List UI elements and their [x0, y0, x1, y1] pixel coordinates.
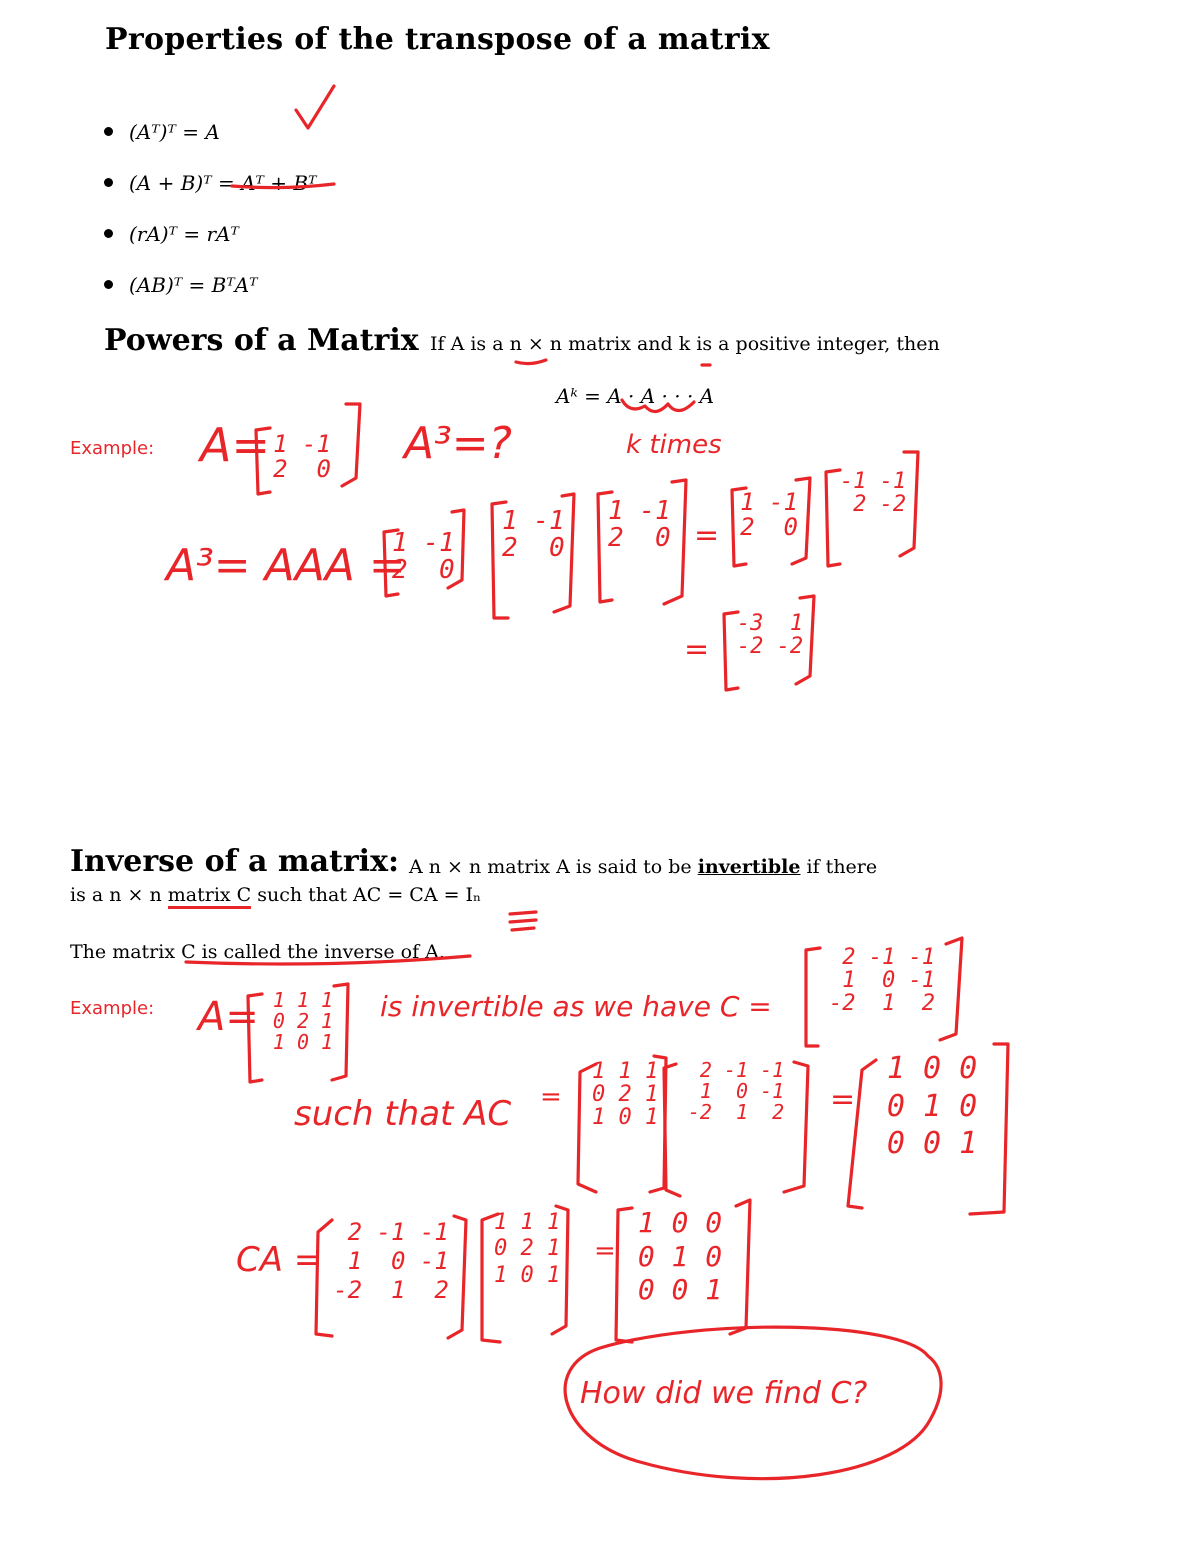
hw-matrix-A: 1 -1 2 0: [273, 430, 331, 484]
bracket-left: [616, 1208, 632, 1342]
bracket-left: [598, 492, 612, 602]
hw-matrix-A: 1 1 1 0 2 1 1 0 1: [272, 988, 334, 1054]
bracket-left: [256, 428, 270, 494]
hw-A-def: A=: [198, 994, 259, 1040]
bracket-left: [578, 1064, 596, 1192]
underline-mark: [516, 360, 546, 364]
bracket-right: [448, 510, 464, 588]
bracket-right: [554, 494, 574, 612]
hw-matrix-C: 2 -1 -1 1 0 -1 -2 1 2: [829, 945, 935, 1017]
hw-matrix-C2: 2 -1 -1 1 0 -1 -2 1 2: [687, 1058, 785, 1124]
transpose-title: Properties of the transpose of a matrix: [105, 22, 770, 57]
hw-brace-note: k times: [626, 430, 722, 460]
hw-cube-line: A³= AAA =: [166, 540, 406, 591]
bracket-right: [332, 984, 348, 1080]
hw-matrix-m4: 1 -1 2 0: [740, 488, 798, 542]
hw-A-def: A=: [200, 418, 271, 472]
hw-matrix-C3: 2 -1 -1 1 0 -1 -2 1 2: [333, 1218, 449, 1304]
underline-mark: [186, 956, 470, 964]
bracket-right: [940, 938, 962, 1040]
bracket-right: [784, 1062, 808, 1192]
bracket-left: [826, 470, 840, 566]
inverse-title: Inverse of a matrix:: [70, 844, 400, 879]
underline-mark: [510, 912, 536, 914]
example-label: Example:: [70, 998, 155, 1019]
hw-matrix-m3: 1 -1 2 0: [608, 496, 671, 554]
list-item: (Aᵀ)ᵀ = A: [104, 106, 317, 157]
bracket-right: [552, 1206, 568, 1334]
underline-mark: [232, 184, 334, 188]
bracket-right: [730, 1200, 750, 1334]
bracket-right: [342, 404, 360, 486]
inverse-line-1: A n × n matrix A is said to be invertible if there: [409, 856, 878, 878]
bracket-left: [806, 948, 820, 1046]
hw-matrix-m5: -1 -1 2 -2: [839, 469, 907, 518]
hw-CA: CA =: [236, 1240, 323, 1280]
brace-mark: [622, 400, 694, 412]
list-item: (rA)ᵀ = rAᵀ: [104, 208, 317, 259]
hw-question: A³=?: [404, 418, 512, 469]
hw-matrix-m2: 1 -1 2 0: [502, 506, 565, 564]
bracket-right: [796, 596, 814, 684]
inverse-line-3: The matrix C is called the inverse of A.: [70, 941, 445, 963]
bracket-left: [316, 1220, 332, 1336]
hw-identity-1: 1 0 0 0 1 0 0 0 1: [886, 1051, 978, 1161]
bracket-left: [848, 1060, 876, 1208]
bracket-left: [732, 488, 746, 566]
hw-matrix-result: -3 1 -2 -2: [736, 611, 804, 660]
hw-how-question: How did we find C?: [580, 1376, 868, 1411]
hw-identity-2: 1 0 0 0 1 0 0 0 1: [637, 1206, 723, 1307]
power-formula: Aᵏ = A · A · · · A: [556, 384, 715, 408]
bracket-left: [724, 612, 738, 690]
list-item: (A + B)ᵀ = Aᵀ + Bᵀ: [104, 157, 317, 208]
bracket-right: [792, 478, 810, 564]
circle-mark: [565, 1327, 941, 1479]
list-item: (AB)ᵀ = BᵀAᵀ: [104, 259, 317, 310]
underline-mark: [510, 920, 536, 922]
hw-equals: =: [830, 1082, 856, 1117]
hw-matrix-A3: 1 1 1 0 2 1 1 0 1: [494, 1210, 561, 1288]
bracket-right: [970, 1044, 1008, 1214]
inverse-line-2: is a n × n matrix C such that AC = CA = Iₙ: [70, 884, 481, 906]
bracket-left: [384, 530, 398, 596]
hw-matrix-A2: 1 1 1 0 2 1 1 0 1: [592, 1059, 659, 1131]
bracket-left: [482, 1214, 500, 1342]
hw-equals: =: [594, 1236, 616, 1266]
hw-invertible-text: is invertible as we have C =: [380, 990, 772, 1023]
hw-equals: =: [684, 632, 710, 667]
hw-equals: =: [540, 1082, 562, 1112]
invertible-term: invertible: [697, 856, 801, 878]
bracket-right: [448, 1216, 466, 1338]
hw-equals: =: [694, 518, 720, 553]
example-label: Example:: [70, 438, 155, 459]
hw-such-that: such that AC: [294, 1094, 512, 1134]
underline-mark: [512, 928, 534, 930]
bracket-left: [492, 502, 508, 618]
hw-matrix-m1: 1 -1 2 0: [392, 528, 455, 586]
bracket-right: [664, 480, 686, 604]
powers-text: If A is a n × n matrix and k is a positive integer, then: [430, 333, 940, 355]
bracket-right: [900, 452, 918, 556]
bracket-left: [248, 994, 262, 1082]
powers-title: Powers of a Matrix: [104, 323, 419, 358]
check-icon: [296, 86, 334, 128]
